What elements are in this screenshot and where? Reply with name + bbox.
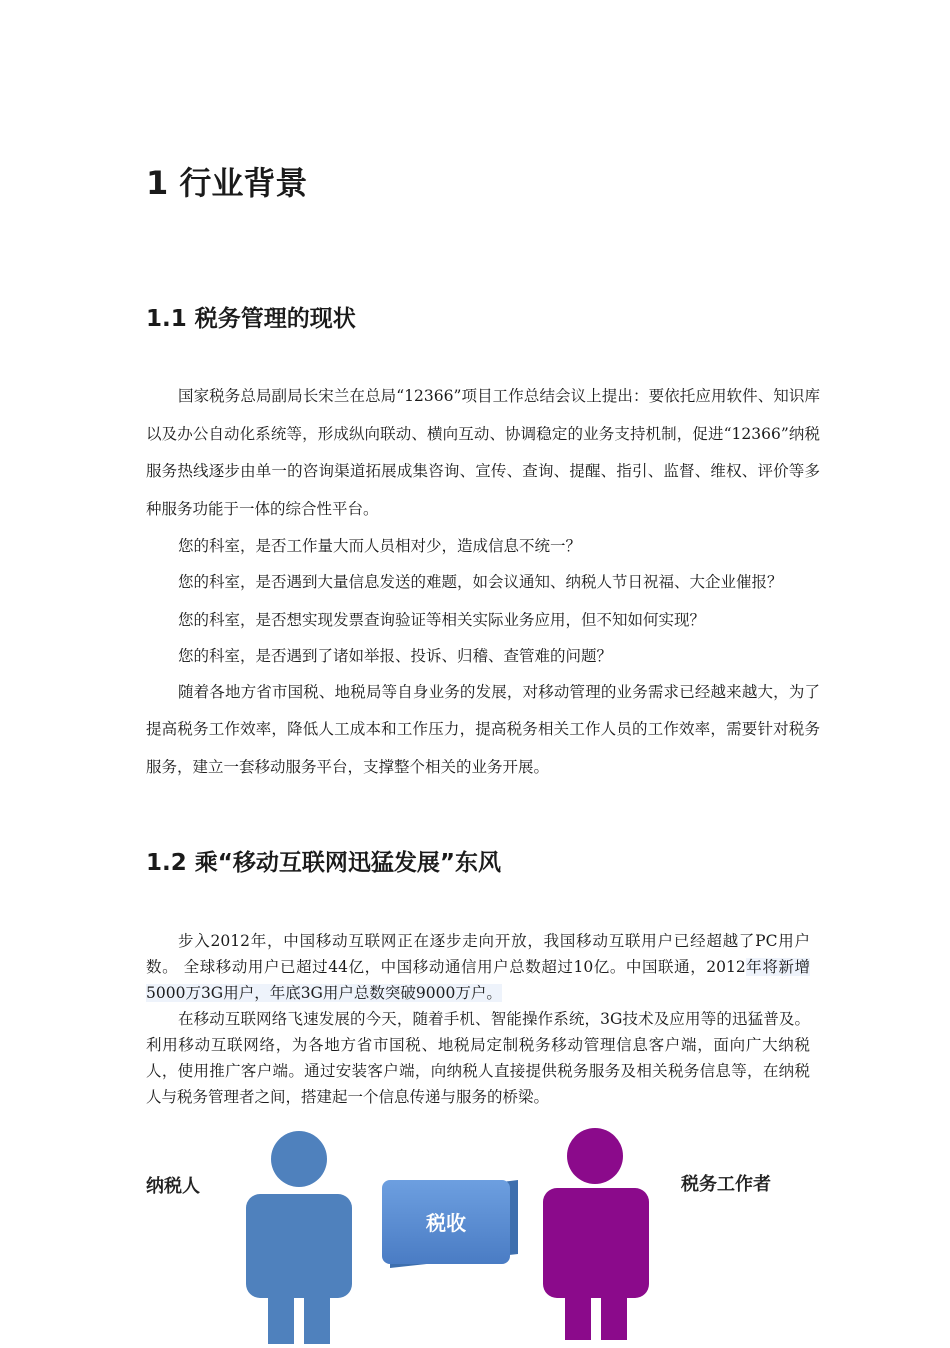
paragraph [146,928,810,1006]
paragraph: 您的科室，是否工作量大而人员相对少，造成信息不统一？ [178,537,582,555]
section-1-2-body [146,928,810,1110]
section-1-1-body [146,378,820,786]
section-1-1-heading: 1.1 税务管理的现状 [146,306,356,332]
paragraph: 国家税务总局副局长宋兰在总局“12366”项目工作总结会议上提出：要依托应用软件、知识库以及办公自动化系统等，形成纵向联动、横向互动、协调稳定的业务支持机制，促进“12366”纳税服务热线逐步由单一的咨询渠道拓展成集咨询、宣传、查询、提醒、指引、监督、维权、评价等多种服务功能于一体的综合性平台。 [146,387,820,518]
tax-box [382,1180,518,1268]
paragraph: 您的科室，是否想实现发票查询验证等相关实际业务应用，但不知如何实现？ [178,610,706,629]
diagram-graphic [140,1118,840,1344]
taxpayer-worker-diagram [140,1118,840,1344]
taxpayer-label: 纳税人 [146,1176,200,1197]
chapter-heading: 1 行业背景 [146,164,308,202]
taxpayer-person-icon [246,1131,352,1344]
paragraph-text: 步入2012年，中国移动互联网正在逐步走向开放，我国移动互联用户已经超越了PC用户数。 全球移动用户已超过44亿，中国移动通信用户总数超过10亿。中国联通，2012 [146,932,810,976]
paragraph: 随着各地方省市国税、地税局等自身业务的发展，对移动管理的业务需求已经越来越大，为了提高税务工作效率，降低人工成本和工作压力，提高税务相关工作人员的工作效率，需要针对税务服务，建立一套移动服务平台，支撑整个相关的业务开展。 [146,682,820,776]
tax-worker-label: 税务工作者 [681,1174,771,1195]
paragraph: 您的科室，是否遇到大量信息发送的难题，如会议通知、纳税人节日祝福、大企业催报？ [178,573,783,591]
paragraph: 在移动互联网络飞速发展的今天，随着手机、智能操作系统，3G技术及应用等的迅猛普及。利用移动互联网络，为各地方省市国税、地税局定制税务移动管理信息客户端，面向广大纳税人，使用推广客户端。通过安装客户端，向纳税人直接提供税务服务及相关税务信息等，在纳税人与税务管理者之间，搭建起一个信息传递与服务的桥梁。 [146,1010,810,1106]
paragraph: 您的科室，是否遇到了诸如举报、投诉、归稽、查管难的问题？ [178,646,613,665]
highlighted-text: 年将新增5000万3G用户，年底3G用户总数突破9000万户。 [146,958,810,1002]
tax-worker-person-icon [543,1128,649,1340]
tax-box-label: 税收 [426,1211,466,1235]
section-1-2-heading: 1.2 乘“移动互联网迅猛发展”东风 [146,850,501,876]
